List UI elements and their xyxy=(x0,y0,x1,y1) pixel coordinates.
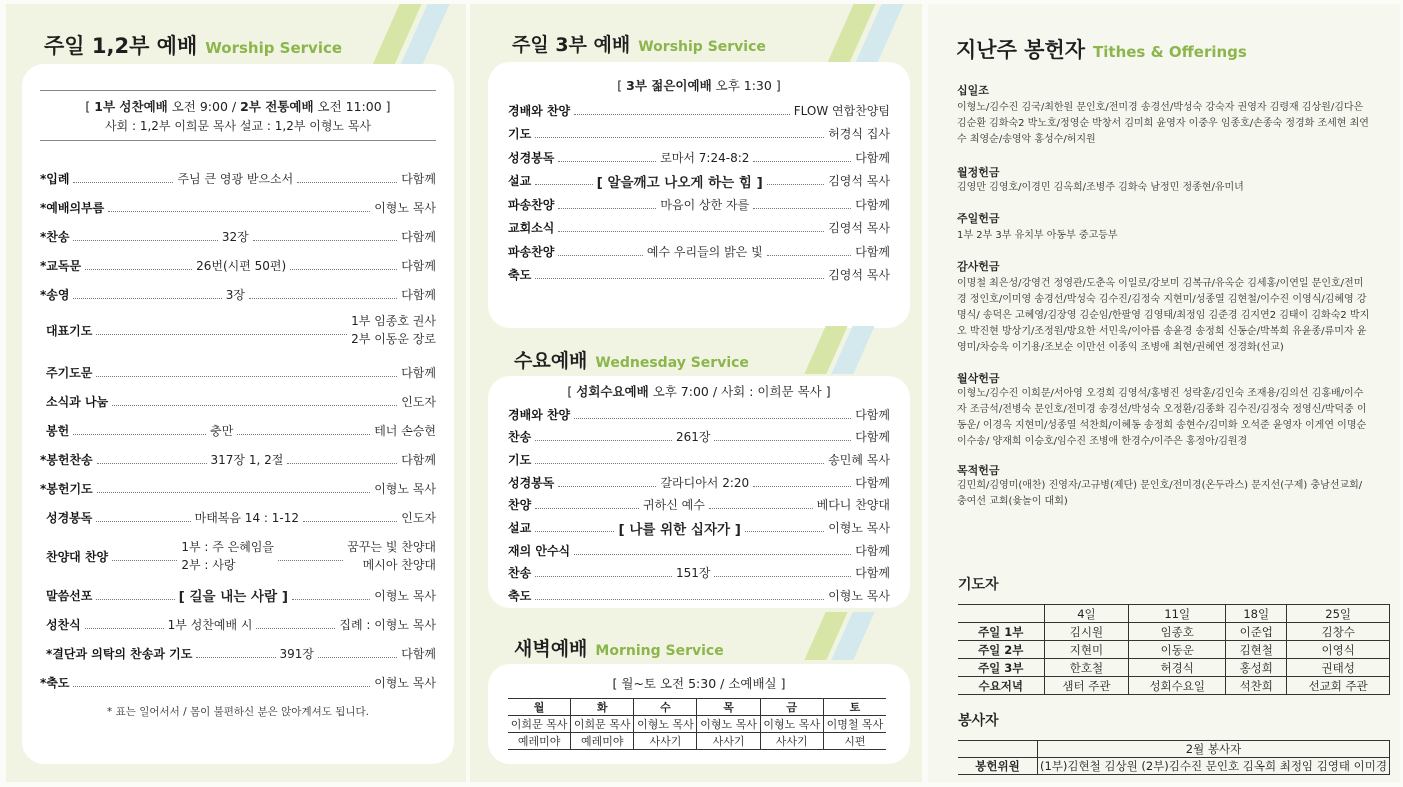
order-label: 소식과 나눔 xyxy=(46,394,109,409)
order-label: *송영 xyxy=(40,287,70,302)
dawn-cell: 이희문 목사 xyxy=(571,716,634,733)
order-label: 찬송 xyxy=(508,566,532,581)
dawn-cell: 토 xyxy=(823,699,886,716)
leader-dots xyxy=(292,599,370,600)
prayer-person: 권태성 xyxy=(1287,659,1390,677)
offering-type: 감사헌금 xyxy=(957,260,1000,273)
wed-order xyxy=(508,376,890,608)
offering-type: 목적헌금 xyxy=(957,464,1000,477)
order-leader: FLOW 연합찬양팀 xyxy=(793,103,890,118)
volunteer-role: 봉헌위원 xyxy=(958,758,1038,775)
service-times: [ 1부 성찬예배 오전 9:00 / 2부 전통예배 오전 11:00 ] xyxy=(85,99,391,114)
dawn-cell: 사사기 xyxy=(697,733,760,750)
dawn-row-texts xyxy=(508,733,886,750)
volunteer-title: 봉사자 xyxy=(958,713,999,729)
leader-dots xyxy=(96,599,174,600)
leader-dots xyxy=(287,463,397,464)
dawn-cell: 이명철 목사 xyxy=(823,716,886,733)
order-label: 설교 xyxy=(508,521,532,535)
dawn-cell: 월 xyxy=(508,699,571,716)
worship-panel-1-2 xyxy=(6,4,466,782)
leader-dots xyxy=(535,184,592,185)
prayer-service: 수요저녁 xyxy=(958,677,1044,695)
order-leader: 다함께 xyxy=(401,287,437,302)
worship-panel-3-wed-dawn xyxy=(470,4,922,782)
order-leader: 김영석 목사 xyxy=(828,268,890,282)
prayer-service: 주일 2부 xyxy=(958,641,1044,659)
leader-dots xyxy=(278,560,343,561)
order-label: 대표기도 xyxy=(46,323,93,338)
order-leader: 이형노 목사 xyxy=(374,481,436,496)
order-leader: 메시아 찬양대 xyxy=(362,558,437,572)
standing-note: * 표는 일어서서 / 몸이 불편하신 분은 앉아계셔도 됩니다. xyxy=(107,706,369,718)
order-row xyxy=(40,672,436,692)
order-label: *봉헌기도 xyxy=(40,481,93,496)
leader-dots xyxy=(574,114,790,115)
order-leader: 다함께 xyxy=(401,452,436,467)
leader-dots xyxy=(535,531,614,532)
order-leader: 허경식 집사 xyxy=(828,127,890,141)
offering-names: 이형노/김수진 김국/최한원 문인호/전미경 송경선/박성숙 강숙자 권영자 김령재 김상원/김다은 김순환 김화숙2 박노호/정영순 박창서 김미희 윤영자 이중우 임종호/손종숙 정경화 조세현 최연수 최영순/송영악 홍성수/허지원 xyxy=(957,102,1369,145)
order-label: 축도 xyxy=(508,589,532,604)
order-row xyxy=(508,472,890,492)
prayer-person: 선교회 주관 xyxy=(1287,677,1390,695)
order-row xyxy=(508,404,890,424)
order-label: 찬양대 찬양 xyxy=(46,549,109,564)
order-row xyxy=(40,314,436,346)
sermon-title: [ 알을깨고 나오게 하는 힘 ] xyxy=(596,174,763,191)
leader-dots xyxy=(535,508,639,509)
leader-dots xyxy=(290,269,397,270)
section-title: 주일 1,2부 예배 Worship Service xyxy=(44,34,343,58)
prayer-person: 김시원 xyxy=(1044,623,1129,641)
leader-dots xyxy=(73,434,206,435)
order-label: 성경봉독 xyxy=(46,510,93,525)
order-row xyxy=(508,241,890,261)
order-row xyxy=(508,218,890,238)
order-leader: 다함께 xyxy=(855,197,890,212)
prayer-person: 샘터 주관 xyxy=(1044,677,1129,695)
order-leader: 다함께 xyxy=(401,229,436,244)
leader-dots xyxy=(112,560,177,561)
order-leader: 인도자 xyxy=(401,510,437,525)
leader-dots xyxy=(249,298,397,299)
volunteer-table xyxy=(958,740,1390,775)
order-label: 성경봉독 xyxy=(508,150,555,165)
leader-dots xyxy=(297,182,397,183)
order-label: *찬송 xyxy=(40,229,70,244)
service3-order xyxy=(508,62,890,328)
order-content: 갈라디아서 2:20 xyxy=(660,475,750,490)
dawn-cell: 목 xyxy=(697,699,760,716)
prayer-person: 한호철 xyxy=(1044,659,1129,677)
order-leader: 다함께 xyxy=(855,407,890,422)
leader-dots xyxy=(85,628,164,629)
dawn-cell: 시편 xyxy=(823,733,886,750)
section-title: 주일 3부 예배 Worship Service xyxy=(512,34,766,56)
order-leader: 1부 임종호 권사 xyxy=(351,314,436,328)
order-row xyxy=(40,614,436,634)
order-row xyxy=(508,427,890,447)
leader-dots xyxy=(535,440,672,441)
prayer-corner xyxy=(958,605,1044,623)
offering-names: 김영만 김영호/이경민 김옥희/조병주 김화숙 남정민 정종현/유미녀 xyxy=(957,182,1244,193)
prayer-service: 주일 3부 xyxy=(958,659,1044,677)
leader-dots xyxy=(714,576,851,577)
order-label: 파송찬양 xyxy=(508,244,555,259)
order-leader: 이형노 목사 xyxy=(374,588,437,603)
order-content: 로마서 7:24-8:2 xyxy=(660,150,750,165)
order-row xyxy=(508,495,890,515)
leader-dots xyxy=(714,440,851,441)
order-leader: 다함께 xyxy=(855,566,890,581)
order-label: *예배의부름 xyxy=(40,200,105,215)
order-row xyxy=(40,197,436,217)
order-content: 1부 성찬예배 시 xyxy=(167,617,253,632)
dawn-time: [ 월~토 오전 5:30 / 소예배실 ] xyxy=(612,676,786,691)
offering-type: 월삭헌금 xyxy=(957,372,1000,385)
order-label: 축도 xyxy=(508,268,532,282)
leader-dots xyxy=(97,463,207,464)
order-content: 마태복음 14 : 1-12 xyxy=(194,510,299,525)
order-label: 경배와 찬양 xyxy=(508,407,571,422)
leader-dots xyxy=(535,576,672,577)
order-content: 391장 xyxy=(279,646,315,661)
order-leader: 꿈꾸는 빛 찬양대 xyxy=(347,540,437,554)
order-leader: 김영석 목사 xyxy=(828,174,890,188)
dawn-cell: 이형노 목사 xyxy=(697,716,760,733)
order-content: 주님 큰 영광 받으소서 xyxy=(177,171,294,186)
order-label: 설교 xyxy=(508,174,532,188)
leader-dots xyxy=(85,269,192,270)
offering-type: 주일헌금 xyxy=(957,212,1000,225)
order-label: 교회소식 xyxy=(508,221,555,235)
order-content-stack xyxy=(181,538,274,574)
order-content: 충만 xyxy=(210,423,234,438)
prayer-person: 이영식 xyxy=(1287,641,1390,659)
order-leader: 송민혜 목사 xyxy=(828,452,890,467)
order-leader: 다함께 xyxy=(401,646,437,661)
order-list xyxy=(40,64,436,764)
prayer-person: 이준업 xyxy=(1226,623,1287,641)
order-label: 파송찬양 xyxy=(508,197,555,212)
offering-names: 이형노/김수진 이희문/서아영 오경희 김영석/홍병진 성락훈/김인숙 조재용/김의선 김홍배/이수자 조금석/전병숙 문인호/전미경 송경선/박성숙 오정환/김종화 김수진/김정숙 정영신/박덕중 이동운/ 이경옥 지현미/성종열 석찬희/이혜동 송정희 송현수/김미화 오석준 윤영자 이게연 이명순 이수송/ 양재희 이승호/임수진 조병애 한경수/이주은 홍정아/김원경 xyxy=(957,388,1367,447)
order-row xyxy=(40,362,436,382)
prayer-person: 지현미 xyxy=(1044,641,1129,659)
order-content: 귀하신 예수 xyxy=(643,498,705,513)
order-content: 317장 1, 2절 xyxy=(210,452,284,467)
prayer-date: 25일 xyxy=(1287,605,1390,623)
sermon-title: [ 길을 내는 사람 ] xyxy=(178,589,288,605)
order-label: *결단과 의탁의 찬송과 기도 xyxy=(46,646,193,661)
order-leader: 다함께 xyxy=(401,258,436,273)
volunteer-names: (1부)김현철 김상원 (2부)김수진 문인호 김옥희 최정임 김영태 이미경 xyxy=(1038,758,1390,775)
order-row xyxy=(40,391,436,411)
sermon-title: [ 나를 위한 십자가 ] xyxy=(618,521,741,538)
dawn-title: 새벽예배 Morning Service xyxy=(514,638,724,660)
service3-card xyxy=(488,62,910,328)
prayer-date: 11일 xyxy=(1129,605,1226,623)
order-content: 3장 xyxy=(225,287,245,302)
dawn-cell: 화 xyxy=(571,699,634,716)
order-label: 찬송 xyxy=(508,430,532,445)
order-card xyxy=(22,64,454,764)
offering-names: 이명철 최은성/강영건 정영관/도춘옥 이일로/강보미 김복규/유옥순 김세홍/이연일 문인호/전미경 정인호/이미영 송경선/박성숙 김수진/김정숙 지현미/성종열 김현철/이수진 이영식/김혜영 강명식/ 송덕은 고혜영/김장영 김순임/한팔영 김영태/최정임 김준경 김지연2 김태이 김화숙2 박지오 박진현 방상기/조정원/방요한 서민욱/이아름 송윤경 송정희 신동순/박복희 유윤종/류미자 윤영미/차승욱 이기용/조보순 이만선 이종익 조병애 최현/권혜연 정경화(선교) xyxy=(957,278,1370,353)
leader-dots xyxy=(535,463,824,464)
wed-card xyxy=(488,376,910,608)
order-leader: 이형노 목사 xyxy=(374,675,436,690)
order-label: 성경봉독 xyxy=(508,475,555,490)
dawn-cell: 이형노 목사 xyxy=(634,716,697,733)
leader-dots xyxy=(574,554,851,555)
order-row xyxy=(508,518,890,538)
dawn-table xyxy=(508,698,886,750)
prayer-row xyxy=(958,659,1390,677)
order-row xyxy=(508,563,890,583)
prayer-person: 석찬희 xyxy=(1226,677,1287,695)
order-row xyxy=(40,507,436,527)
order-content: 예수 우리들의 밝은 빛 xyxy=(646,244,763,259)
leader-dots xyxy=(96,521,190,522)
prayer-row xyxy=(958,623,1390,641)
order-row xyxy=(508,147,890,167)
leader-dots xyxy=(535,137,824,138)
leader-dots xyxy=(97,492,371,493)
order-content: 1부 : 주 은혜임을 xyxy=(181,540,275,554)
leader-dots xyxy=(558,208,656,209)
dawn-cell: 사사기 xyxy=(634,733,697,750)
order-row xyxy=(40,226,436,246)
leader-dots xyxy=(196,657,275,658)
order-leader: 다함께 xyxy=(855,543,890,558)
wed-time: [ 성회수요예배 오후 7:00 / 사회 : 이희문 목사 ] xyxy=(567,384,831,399)
order-label: 성찬식 xyxy=(46,617,81,632)
leader-dots xyxy=(753,161,851,162)
order-row xyxy=(40,478,436,498)
leader-dots xyxy=(318,657,397,658)
dawn-card xyxy=(488,664,910,764)
order-row xyxy=(508,124,890,144)
offerings-panel xyxy=(928,4,1400,782)
order-leader: 다함께 xyxy=(855,475,891,490)
order-leader: 베다니 찬양대 xyxy=(816,498,890,513)
prayer-date: 18일 xyxy=(1226,605,1287,623)
order-row xyxy=(40,585,436,605)
order-row xyxy=(508,171,890,191)
order-label: 말씀선포 xyxy=(46,588,93,603)
order-row xyxy=(508,586,890,606)
leader-dots xyxy=(558,255,643,256)
order-content: 261장 xyxy=(675,430,711,445)
order-label: *입례 xyxy=(40,171,70,186)
leader-dots xyxy=(574,418,851,419)
prayer-person: 임종호 xyxy=(1129,623,1226,641)
leader-dots xyxy=(96,376,397,377)
dawn-row-days xyxy=(508,699,886,716)
leader-dots xyxy=(96,334,347,335)
order-leader: 김영석 목사 xyxy=(828,221,890,235)
leader-dots xyxy=(73,686,370,687)
prayer-service: 주일 1부 xyxy=(958,623,1044,641)
order-leader: 이형노 목사 xyxy=(374,200,436,215)
order-leader-stack xyxy=(351,312,436,348)
order-leader: 다함께 xyxy=(401,365,436,380)
order-label: *봉헌찬송 xyxy=(40,452,93,467)
dawn-cell: 예레미야 xyxy=(571,733,634,750)
order-content: 2부 : 사랑 xyxy=(181,558,236,572)
order-row xyxy=(40,168,436,188)
order-leader-stack xyxy=(347,538,436,574)
order-leader: 이형노 목사 xyxy=(828,521,890,535)
offering-type: 십일조 xyxy=(957,84,989,97)
order-row xyxy=(508,194,890,214)
dawn-cell: 이희문 목사 xyxy=(508,716,571,733)
order-row xyxy=(40,255,436,275)
dawn-row-leaders xyxy=(508,716,886,733)
leader-dots xyxy=(112,405,397,406)
leader-dots xyxy=(253,240,397,241)
offering-names: 김민희/김영미(애찬) 진영자/고규병(제단) 문인호/전미경(온두라스) 문지선(구제) 충남선교회/충여선 교회(윷놀이 대회) xyxy=(957,480,1363,507)
leader-dots xyxy=(745,531,824,532)
prayer-person: 김현철 xyxy=(1226,641,1287,659)
leader-dots xyxy=(535,599,824,600)
order-label: 주기도문 xyxy=(46,365,93,380)
order-leader: 집례 : 이형노 목사 xyxy=(339,617,436,632)
order-label: 경배와 찬양 xyxy=(508,103,571,118)
leader-dots xyxy=(709,508,813,509)
prayer-date: 4일 xyxy=(1044,605,1129,623)
leader-dots xyxy=(256,628,335,629)
order-leader: 다함께 xyxy=(855,430,890,445)
volunteer-month: 2월 봉사자 xyxy=(1038,741,1390,758)
offerings-title: 지난주 봉헌자 Tithes & Offerings xyxy=(956,38,1247,62)
dawn-cell: 금 xyxy=(760,699,823,716)
prayer-row xyxy=(958,677,1390,695)
order-label: 기도 xyxy=(508,127,532,141)
prayer-table xyxy=(958,604,1390,695)
order-content: 32장 xyxy=(221,229,249,244)
dawn-cell: 사사기 xyxy=(760,733,823,750)
order-row xyxy=(508,449,890,469)
leader-dots xyxy=(535,278,824,279)
leader-dots xyxy=(303,521,397,522)
dawn-cell: 예레미야 xyxy=(508,733,571,750)
order-leader: 다함께 xyxy=(401,171,436,186)
host-preacher-line: 사회 : 1,2부 이희문 목사 설교 : 1,2부 이형노 목사 xyxy=(104,119,372,133)
prayer-person: 허경식 xyxy=(1129,659,1226,677)
dawn-cell: 이형노 목사 xyxy=(760,716,823,733)
wed-title: 수요예배 Wednesday Service xyxy=(514,350,749,372)
leader-dots xyxy=(558,231,824,232)
order-row xyxy=(508,100,890,120)
order-leader: 테너 손승현 xyxy=(374,423,436,438)
order-label: 찬양 xyxy=(508,498,532,513)
dawn-cell: 수 xyxy=(634,699,697,716)
leader-dots xyxy=(767,184,824,185)
order-leader: 2부 이동운 장로 xyxy=(351,332,436,346)
order-row xyxy=(40,420,436,440)
order-row xyxy=(508,265,890,285)
prayer-row xyxy=(958,641,1390,659)
order-leader: 이형노 목사 xyxy=(828,589,890,604)
leader-dots xyxy=(73,182,173,183)
order-label: 봉헌 xyxy=(46,423,70,438)
prayer-person: 홍성희 xyxy=(1226,659,1287,677)
prayer-person: 성회수요일 xyxy=(1129,677,1226,695)
order-row xyxy=(40,449,436,469)
order-content: 151장 xyxy=(675,566,711,581)
order-row xyxy=(40,643,436,663)
prayer-title: 기도자 xyxy=(958,577,999,593)
order-label: *축도 xyxy=(40,675,70,690)
leader-dots xyxy=(73,298,221,299)
order-row xyxy=(40,540,437,572)
order-content: 마음이 상한 자를 xyxy=(660,197,750,212)
prayer-header-row xyxy=(958,605,1390,623)
leader-dots xyxy=(237,434,370,435)
order-label: 기도 xyxy=(508,452,532,467)
order-content: 26번(시편 50편) xyxy=(196,258,287,273)
leader-dots xyxy=(558,486,656,487)
order-label: 재의 안수식 xyxy=(508,543,571,558)
order-leader: 다함께 xyxy=(855,244,890,259)
leader-dots xyxy=(558,161,656,162)
order-label: *교독문 xyxy=(40,258,82,273)
service3-time: [ 3부 젊은이예배 오후 1:30 ] xyxy=(617,78,781,93)
leader-dots xyxy=(73,240,217,241)
leader-dots xyxy=(767,255,852,256)
leader-dots xyxy=(753,486,851,487)
prayer-person: 이동운 xyxy=(1129,641,1226,659)
prayer-person: 김창수 xyxy=(1287,623,1390,641)
order-leader: 인도자 xyxy=(401,394,436,409)
order-row xyxy=(40,284,436,304)
leader-dots xyxy=(753,208,851,209)
order-row xyxy=(508,540,890,560)
offering-type: 월정헌금 xyxy=(957,166,1000,179)
leader-dots xyxy=(108,211,370,212)
offering-names: 1부 2부 3부 유치부 아동부 중고등부 xyxy=(957,230,1118,241)
order-leader: 다함께 xyxy=(855,150,890,165)
